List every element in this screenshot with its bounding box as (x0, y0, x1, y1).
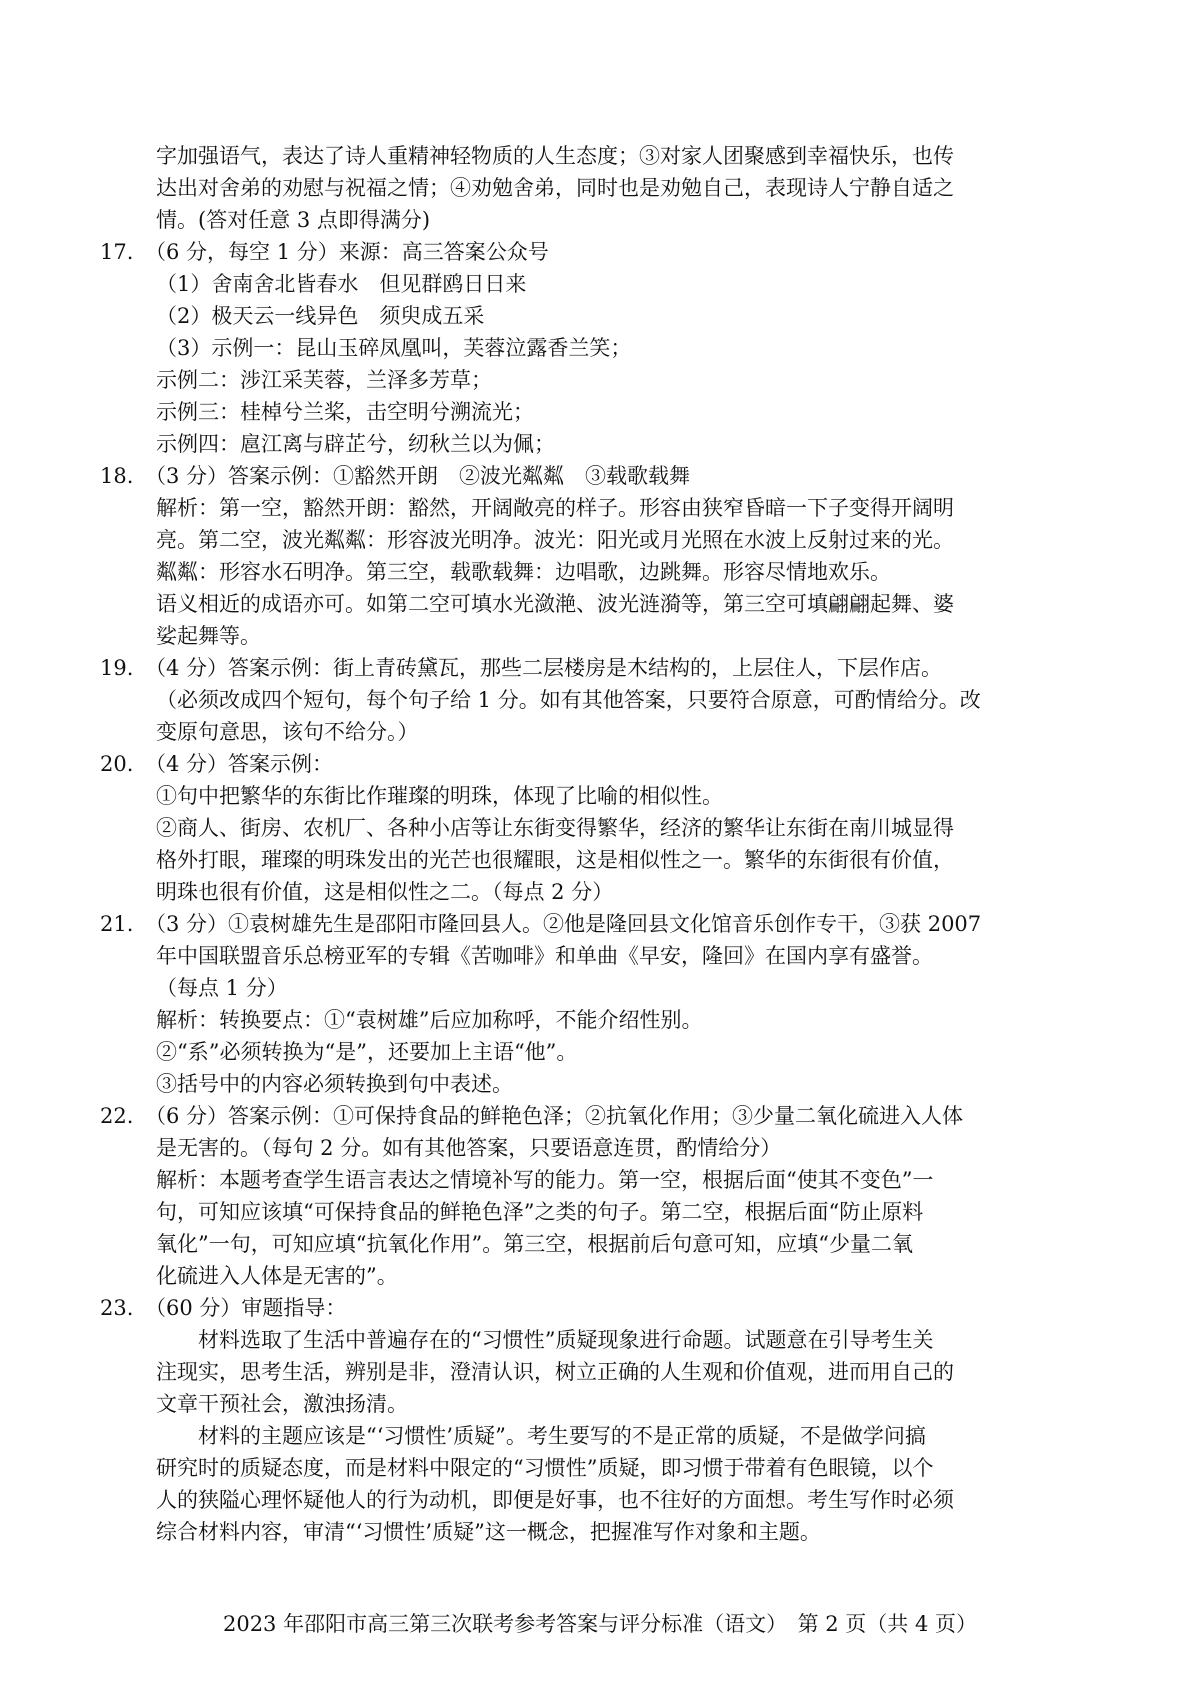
text-line: （每点 1 分） (156, 976, 288, 1000)
text-line: ②“系”必须转换为“是”，还要加上主语“他”。 (156, 1040, 578, 1064)
question-number: 23. (100, 1296, 134, 1320)
question-number: 19. (100, 656, 134, 680)
question-head: （6 分，每空 1 分）来源：高三答案公众号 (145, 240, 549, 264)
question-22 (100, 1100, 1100, 1292)
text-line: 明珠也很有价值，这是相似性之二。（每点 2 分） (156, 880, 614, 904)
text-line: （1）舍南舍北皆春水 但见群鸥日日来 (156, 272, 527, 296)
text-line: 解析：第一空，豁然开朗：豁然，开阔敞亮的样子。形容由狭窄昏暗一下子变得开阔明 (156, 496, 954, 520)
question-head: （4 分）答案示例： (145, 752, 334, 776)
text-line: ②商人、街房、农机厂、各种小店等让东街变得繁华，经济的繁华让东街在南川城显得 (156, 816, 954, 840)
text-line: 注现实，思考生活，辨别是非，澄清认识，树立正确的人生观和价值观，进而用自己的 (156, 1360, 954, 1384)
text-line: ③括号中的内容必须转换到句中表述。 (156, 1072, 513, 1096)
text-line: 化硫进入人体是无害的”。 (156, 1264, 398, 1288)
page-content (100, 140, 1100, 1548)
text-line: 人的狭隘心理怀疑他人的行为动机，即便是好事，也不往好的方面想。考生写作时必须 (156, 1488, 954, 1512)
text-line: 情。(答对任意 3 点即得满分) (156, 208, 431, 232)
question-23 (100, 1292, 1100, 1548)
question-number: 20. (100, 752, 134, 776)
text-line: 达出对舍弟的劝慰与祝福之情；④劝勉舍弟，同时也是劝勉自己，表现诗人宁静自适之 (156, 176, 954, 200)
text-line: 格外打眼，璀璨的明珠发出的光芒也很耀眼，这是相似性之一。繁华的东街很有价值， (156, 848, 954, 872)
question-18 (100, 460, 1100, 652)
text-line: （3）示例一：昆山玉碎凤凰叫，芙蓉泣露香兰笑； (156, 336, 632, 360)
question-number: 21. (100, 912, 134, 936)
text-line: 综合材料内容，审清“‘习惯性’质疑”这一概念，把握准写作对象和主题。 (156, 1520, 821, 1544)
text-line: 变原句意思，该句不给分。） (156, 720, 419, 744)
text-line: 年中国联盟音乐总榜亚军的专辑《苦咖啡》和单曲《早安，隆回》在国内享有盛誉。 (156, 944, 933, 968)
text-line: 字加强语气，表达了诗人重精神轻物质的人生态度；③对家人团聚感到幸福快乐，也传 (156, 144, 954, 168)
question-21 (100, 908, 1100, 1100)
question-19 (100, 652, 1100, 748)
text-line: 材料的主题应该是“‘习惯性’质疑”。考生要写的不是正常的质疑，不是做学问搞 (198, 1424, 926, 1448)
question-number: 18. (100, 464, 134, 488)
text-line: 示例四：扈江离与辟芷兮，纫秋兰以为佩； (156, 432, 555, 456)
text-line: 研究时的质疑态度，而是材料中限定的“习惯性”质疑，即习惯于带着有色眼镜，以个 (156, 1456, 934, 1480)
question-head: （3 分）①袁树雄先生是邵阳市隆回县人。②他是隆回县文化馆音乐创作专干，③获 2007 (145, 912, 982, 936)
question-number: 22. (100, 1104, 134, 1128)
text-line: 示例二：涉江采芙蓉，兰泽多芳草； (156, 368, 492, 392)
text-line: 材料选取了生活中普遍存在的“习惯性”质疑现象进行命题。试题意在引导考生关 (198, 1328, 934, 1352)
question-head: （4 分）答案示例：街上青砖黛瓦，那些二层楼房是木结构的，上层住人，下层作店。 (145, 656, 943, 680)
text-line: 是无害的。（每句 2 分。如有其他答案，只要语意连贯，酌情给分） (156, 1136, 782, 1160)
text-line: 句，可知应该填“可保持食品的鲜艳色泽”之类的句子。第二空，根据后面“防止原料 (156, 1200, 924, 1224)
text-line: 亮。第二空，波光粼粼：形容波光明净。波光：阳光或月光照在水波上反射过来的光。 (156, 528, 954, 552)
text-line: 娑起舞等。 (156, 624, 261, 648)
text-line: ①句中把繁华的东街比作璀璨的明珠，体现了比喻的相似性。 (156, 784, 723, 808)
text-line: 氧化”一句，可知应填“抗氧化作用”。第三空，根据前后句意可知，应填“少量二氧 (156, 1232, 913, 1256)
question-17 (100, 236, 1100, 460)
question-head: （6 分）答案示例：①可保持食品的鲜艳色泽；②抗氧化作用；③少量二氧化硫进入人体 (145, 1104, 964, 1128)
text-line: 解析：转换要点：①“袁树雄”后应加称呼，不能介绍性别。 (156, 1008, 703, 1032)
text-line: （2）极天云一线异色 须臾成五采 (156, 304, 485, 328)
text-line: 语义相近的成语亦可。如第二空可填水光潋滟、波光涟漪等，第三空可填翩翩起舞、婆 (156, 592, 954, 616)
text-line: 粼粼：形容水石明净。第三空，载歌载舞：边唱歌，边跳舞。形容尽情地欢乐。 (156, 560, 891, 584)
text-line: （必须改成四个短句，每个句子给 1 分。如有其他答案，只要符合原意，可酌情给分。改 (156, 688, 981, 712)
question-head: （3 分）答案示例：①豁然开朗 ②波光粼粼 ③载歌载舞 (145, 464, 691, 488)
question-head: （60 分）审题指导： (145, 1296, 347, 1320)
page-footer: 2023 年邵阳市高三第三次联考参考答案与评分标准（语文） 第 2 页（共 4 页） (222, 1612, 978, 1636)
question-20 (100, 748, 1100, 908)
text-line: 示例三：桂棹兮兰桨，击空明兮溯流光； (156, 400, 534, 424)
text-line: 文章干预社会，激浊扬清。 (156, 1392, 408, 1416)
text-line: 解析：本题考查学生语言表达之情境补写的能力。第一空，根据后面“使其不变色”一 (156, 1168, 934, 1192)
lead-paragraph (100, 140, 1100, 236)
question-number: 17. (100, 240, 134, 264)
